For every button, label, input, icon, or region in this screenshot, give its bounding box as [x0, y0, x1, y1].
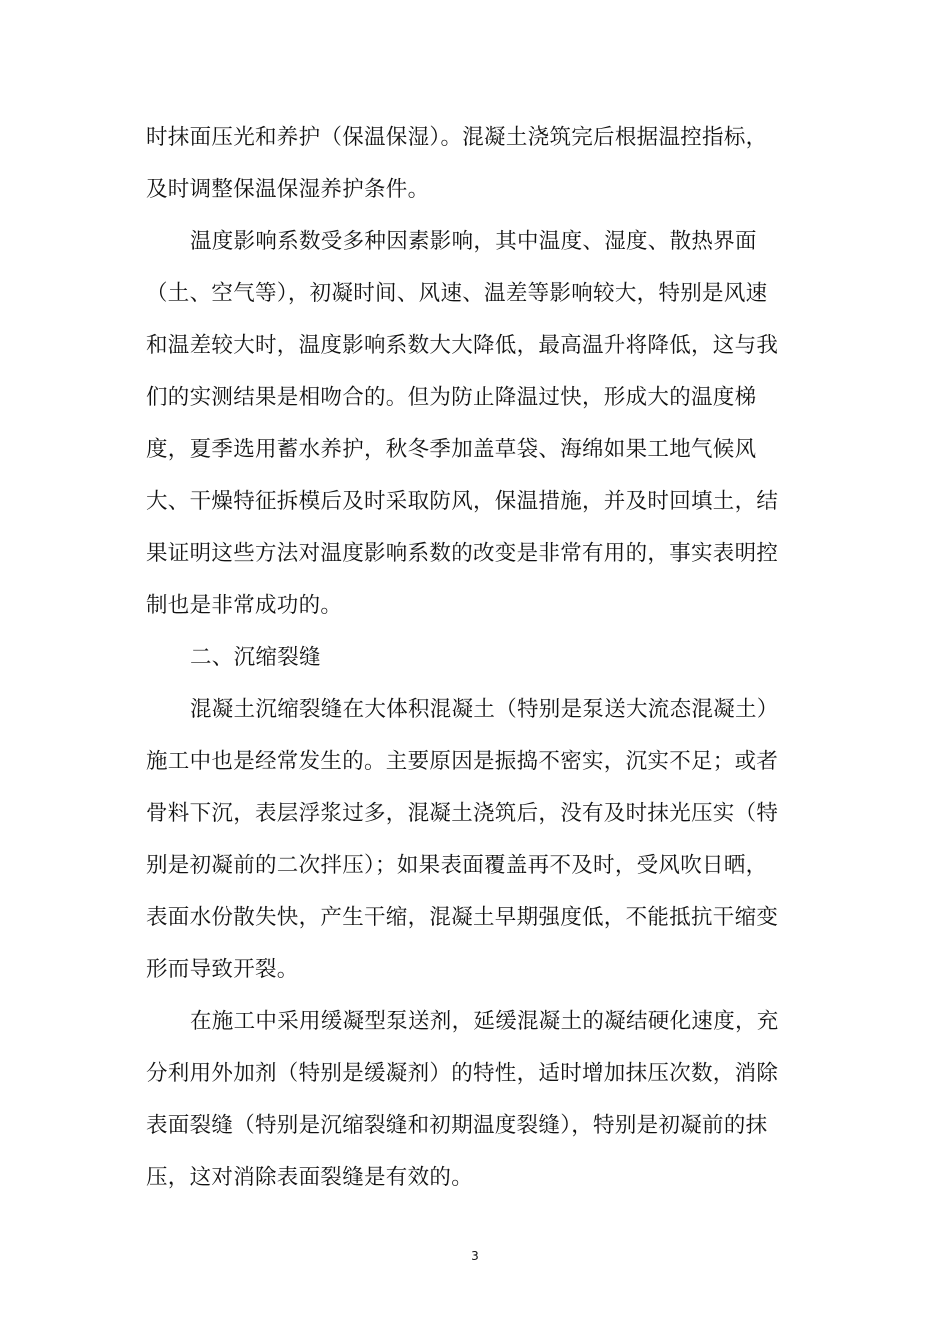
text-line: 表面裂缝（特别是沉缩裂缝和初期温度裂缝），特别是初凝前的抹 [146, 1113, 768, 1138]
text-line: （土、空气等），初凝时间、风速、温差等影响较大，特别是风速 [146, 281, 768, 306]
text-line: 分利用外加剂（特别是缓凝剂）的特性，适时增加抹压次数，消除 [146, 1061, 779, 1086]
text-line: 施工中也是经常发生的。主要原因是振捣不密实，沉实不足；或者 [146, 749, 779, 774]
text-line: 形而导致开裂。 [146, 957, 299, 982]
text-line: 在施工中采用缓凝型泵送剂，延缓混凝土的凝结硬化速度，充 [190, 1009, 779, 1034]
text-line: 度，夏季选用蓄水养护，秋冬季加盖草袋、海绵如果工地气候风 [146, 437, 757, 462]
text-line: 时抹面压光和养护（保温保湿）。混凝土浇筑完后根据温控指标， [146, 125, 768, 150]
text-line: 压，这对消除表面裂缝是有效的。 [146, 1165, 474, 1190]
text-line: 骨料下沉，表层浮浆过多，混凝土浇筑后，没有及时抹光压实（特 [146, 801, 779, 826]
text-line: 制也是非常成功的。 [146, 593, 343, 618]
text-line: 果证明这些方法对温度影响系数的改变是非常有用的，事实表明控 [146, 541, 779, 566]
page-number: 3 [471, 1249, 479, 1263]
text-line: 大、干燥特征拆模后及时采取防风，保温措施，并及时回填土，结 [146, 489, 779, 514]
text-line: 们的实测结果是相吻合的。但为防止降温过快，形成大的温度梯 [146, 385, 757, 410]
section-heading: 二、沉缩裂缝 [190, 645, 321, 670]
text-line: 别是初凝前的二次拌压）；如果表面覆盖再不及时，受风吹日晒， [146, 853, 768, 878]
text-line: 混凝土沉缩裂缝在大体积混凝土（特别是泵送大流态混凝土） [190, 697, 779, 722]
text-line: 温度影响系数受多种因素影响，其中温度、湿度、散热界面 [190, 229, 757, 254]
text-line: 及时调整保温保湿养护条件。 [146, 177, 430, 202]
text-line: 表面水份散失快，产生干缩，混凝土早期强度低，不能抵抗干缩变 [146, 905, 779, 930]
text-line: 和温差较大时，温度影响系数大大降低，最高温升将降低，这与我 [146, 333, 779, 358]
